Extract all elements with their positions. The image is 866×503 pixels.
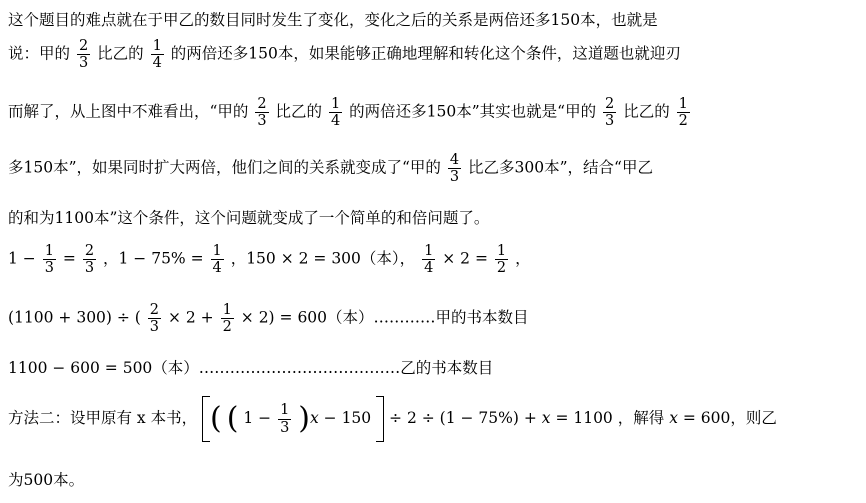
method-two-line	[8, 396, 777, 442]
text: 1 −	[243, 409, 272, 427]
text: 而解了，从上图中不难看出，“甲的	[8, 102, 249, 121]
text: 比乙多300本”，结合“甲乙	[468, 158, 653, 177]
denominator: 3	[605, 113, 615, 130]
text: (1100 + 300) ÷ (	[8, 308, 141, 327]
denominator: 3	[84, 260, 95, 277]
text: = 1100	[555, 409, 613, 427]
numerator: 1	[496, 243, 507, 259]
text: 1100 − 600 = 500（本）…………………………………乙的书本数目	[8, 359, 494, 377]
text: 比乙的	[97, 44, 144, 63]
numerator: 1	[331, 96, 341, 112]
numerator: 2	[605, 96, 615, 112]
left-bracket	[202, 396, 210, 442]
denominator: 4	[152, 55, 162, 72]
fraction	[43, 243, 56, 276]
text: × 2 =	[442, 249, 488, 268]
paragraph-line-5	[8, 206, 489, 228]
denominator: 4	[212, 260, 222, 277]
text: 比乙的	[275, 102, 323, 121]
numerator: 2	[84, 243, 95, 259]
paragraph-line-2	[8, 38, 681, 71]
denominator: 3	[44, 260, 54, 277]
text: ，1 − 75% =	[103, 249, 204, 268]
calculation-line-1	[8, 243, 531, 276]
calculation-line-2	[8, 302, 529, 335]
fraction	[495, 243, 508, 276]
denominator: 4	[424, 260, 434, 277]
text: 的两倍还多150本，如果能够正确地理解和转化这个条件，这道题也就迎刃	[170, 44, 681, 63]
denominator: 3	[449, 169, 460, 186]
denominator: 3	[257, 113, 267, 130]
text: 说：甲的	[8, 44, 71, 63]
denominator: 4	[331, 113, 341, 130]
denominator: 3	[280, 419, 290, 436]
right-bracket	[376, 396, 384, 442]
variable: x	[541, 409, 551, 427]
numerator: 1	[678, 96, 688, 112]
fraction	[148, 302, 161, 335]
text: ÷ 2 ÷ (1 − 75%) +	[389, 409, 537, 427]
text: 的两倍还多150本”其实也就是“甲的	[349, 102, 597, 121]
text: − 150	[323, 409, 372, 427]
text: × 2) = 600（本）…………甲的书本数目	[240, 308, 529, 327]
text: 方法二：设甲原有 x 本书，	[8, 409, 198, 427]
numerator: 1	[424, 243, 434, 259]
numerator: 1	[212, 243, 222, 259]
text: 1 −	[8, 249, 36, 268]
text: =	[62, 249, 76, 268]
fraction	[151, 38, 164, 71]
left-paren: (	[226, 401, 239, 436]
fraction	[422, 243, 435, 276]
numerator: 2	[78, 38, 89, 54]
fraction	[211, 243, 224, 276]
fraction	[677, 96, 690, 129]
denominator: 2	[222, 319, 232, 336]
text: 的和为1100本”这个条件，这个问题就变成了一个简单的和倍问题了。	[8, 209, 490, 227]
text: 这个题目的难点就在于甲乙的数目同时发生了变化，变化之后的关系是两倍还多150本，也就是	[8, 11, 658, 29]
numerator: 2	[257, 96, 267, 112]
denominator: 2	[678, 113, 688, 130]
calculation-line-3	[8, 356, 493, 378]
fraction	[221, 302, 234, 335]
numerator: 1	[222, 302, 232, 318]
text: 为500本。	[8, 471, 85, 489]
text: 多150本”，如果同时扩大两倍，他们之间的关系就变成了“甲的	[8, 158, 441, 177]
fraction	[278, 402, 291, 435]
numerator: 1	[44, 243, 54, 259]
denominator: 2	[496, 260, 507, 277]
text: × 2 +	[167, 308, 214, 327]
denominator: 3	[149, 319, 160, 336]
fraction	[448, 152, 461, 185]
fraction	[255, 96, 268, 129]
numerator: 1	[280, 402, 290, 419]
fraction	[329, 96, 342, 129]
text: = 600，则乙	[682, 409, 777, 427]
paragraph-line-3	[8, 96, 692, 129]
denominator: 3	[78, 55, 89, 72]
text: 比乙的	[623, 102, 670, 121]
last-line	[8, 468, 84, 490]
variable: x	[669, 409, 678, 427]
numerator: 2	[149, 302, 160, 318]
left-paren: (	[210, 401, 222, 436]
numerator: 1	[152, 38, 162, 54]
paragraph-line-4	[8, 152, 653, 185]
numerator: 4	[449, 152, 460, 168]
fraction	[603, 96, 616, 129]
text: ，	[515, 249, 531, 268]
variable: x	[309, 409, 319, 427]
fraction	[83, 243, 96, 276]
text: ，解得	[617, 409, 665, 427]
right-paren: )	[298, 401, 310, 436]
text: ，150 × 2 = 300（本），	[230, 249, 416, 268]
fraction	[77, 38, 90, 71]
paragraph-line-1	[8, 8, 658, 30]
